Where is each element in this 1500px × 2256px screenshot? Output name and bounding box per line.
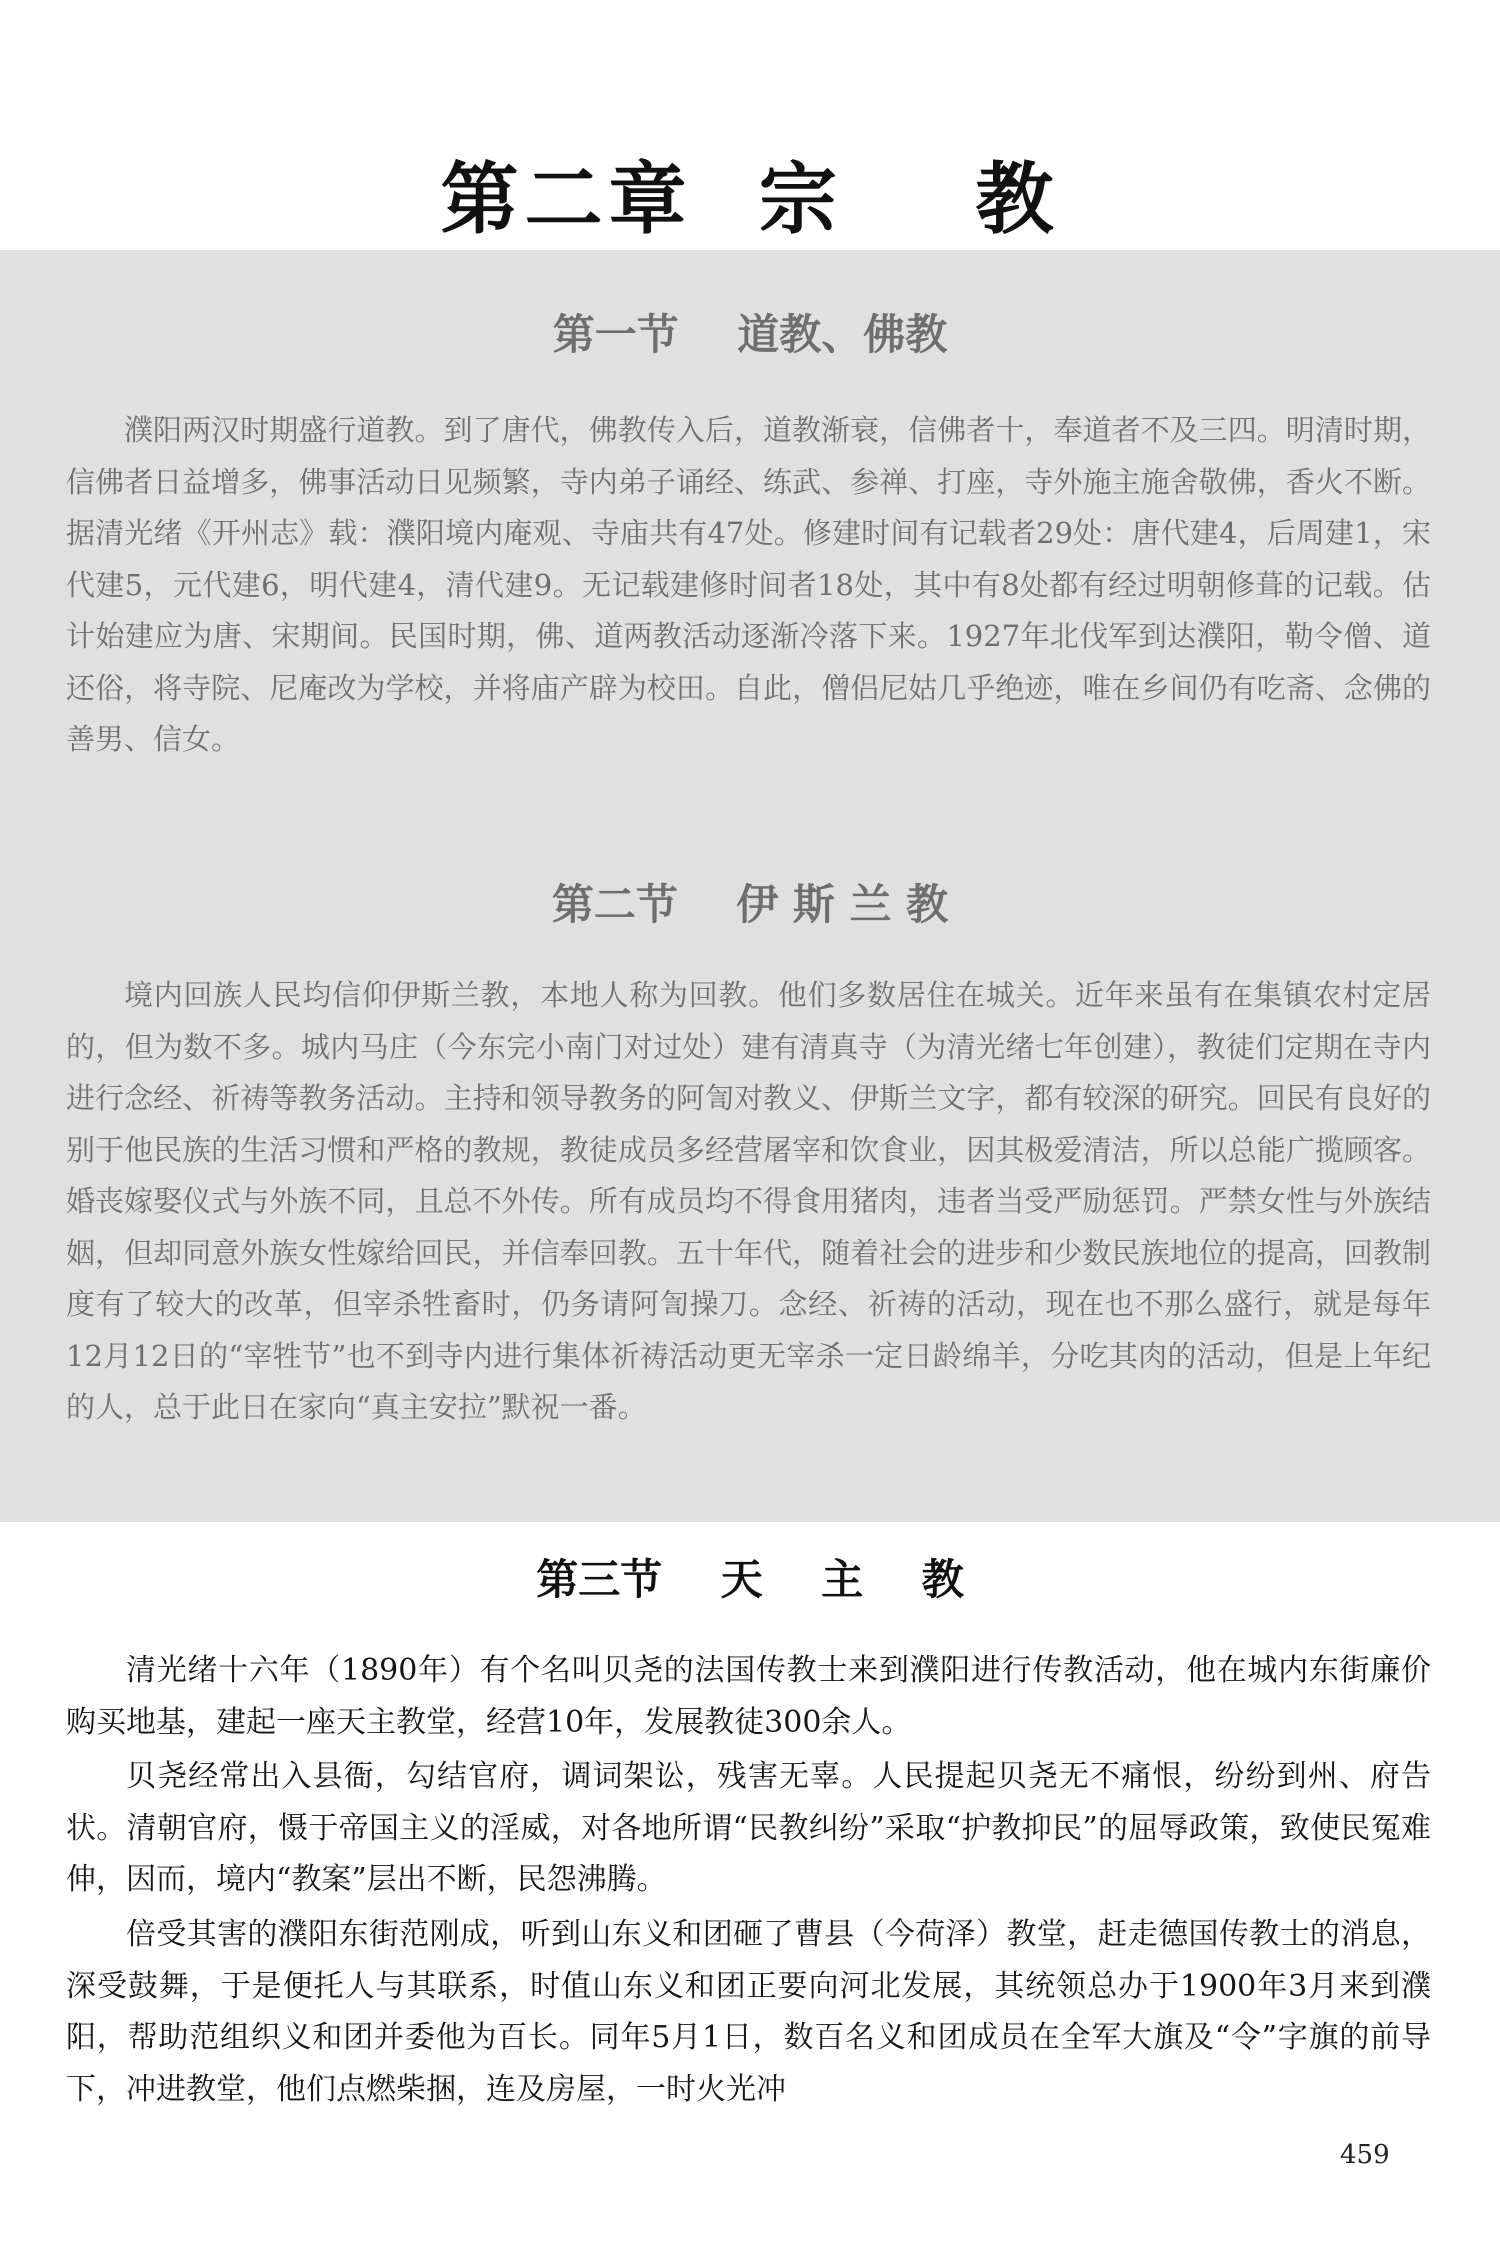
section-3-paragraph-1: 清光绪十六年（1890年）有个名叫贝尧的法国传教士来到濮阳进行传教活动，他在城内东街廉价购买地基，建起一座天主教堂，经营10年，发展教徒300余人。 (66, 1653, 1431, 1740)
chapter-title: 第二章 宗 教 (440, 154, 1060, 245)
section-2-paragraph-1: 境内回族人民均信仰伊斯兰教，本地人称为回教。他们多数居住在城关。近年来虽有在集镇农村定居的，但为数不多。城内马庄（今东完小南门对过处）建有清真寺（为清光绪七年创建），教徒们定期在寺内进行念经、祈祷等教务活动。主持和领导教务的阿訇对教义、伊斯兰文字，都有较深的研究。回民有良好的别于他民族的生活习惯和严格的教规，教徒成员多经营屠宰和饮食业，因其极爱清洁，所以总能广揽顾客。婚丧嫁娶仪式与外族不同，且总不外传。所有成员均不得食用猪肉，违者当受严励惩罚。严禁女性与外族结姻，但却同意外族女性嫁给回民，并信奉回教。五十年代，随着社会的进步和少数民族地位的提高，回教制度有了较大的改革，但宰杀牲畜时，仍务请阿訇操刀。念经、祈祷的活动，现在也不那么盛行，就是每年12月12日的“宰牲节”也不到寺内进行集体祈祷活动更无宰杀一定日龄绵羊，分吃其肉的活动，但是上年纪的人，总于此日在家向“真主安拉”默祝一番。 (66, 978, 1431, 1424)
section-1-paragraph-1: 濮阳两汉时期盛行道教。到了唐代，佛教传入后，道教渐衰，信佛者十，奉道者不及三四。明清时期，信佛者日益增多，佛事活动日见频繁，寺内弟子诵经、练武、参禅、打座，寺外施主施舍敬佛，香火不断。据清光绪《开州志》载：濮阳境内庵观、寺庙共有47处。修建时间有记载者29处：唐代建4，后周建1，宋代建5，元代建6，明代建4，清代建9。无记载建修时间者18处，其中有8处都有经过明朝修葺的记载。估计始建应为唐、宋期间。民国时期，佛、道两教活动逐渐冷落下来。1927年北伐军到达濮阳，勒令僧、道还俗，将寺院、尼庵改为学校，并将庙产辟为校田。自此，僧侣尼姑几乎绝迹，唯在乡间仍有吃斋、念佛的善男、信女。 (66, 413, 1431, 756)
section-3-paragraph-2: 贝尧经常出入县衙，勾结官府，调词架讼，残害无辜。人民提起贝尧无不痛恨，纷纷到州、府告状。清朝官府，慑于帝国主义的淫威，对各地所谓“民教纠纷”采取“护教抑民”的屈辱政策，致使民冤难伸，因而，境内“教案”层出不断，民怨沸腾。 (66, 1759, 1431, 1897)
page-number: 459 (1340, 2140, 1390, 2170)
section-1-title: 第一节 道教、佛教 (552, 310, 948, 359)
section-3-title: 第三节 天 主 教 (536, 1555, 964, 1604)
section-3-paragraph-3: 倍受其害的濮阳东街范刚成，听到山东义和团砸了曹县（今荷泽）教堂，赶走德国传教士的消息，深受鼓舞，于是便托人与其联系，时值山东义和团正要向河北发展，其统领总办于1900年3月来到濮阳，帮助范组织义和团并委他为百长。同年5月1日，数百名义和团成员在全军大旗及“令”字旗的前导下，冲进教堂，他们点燃柴捆，连及房屋，一时火光冲 (66, 1917, 1431, 2107)
section-2-title: 第二节 伊 斯 兰 教 (551, 880, 949, 929)
